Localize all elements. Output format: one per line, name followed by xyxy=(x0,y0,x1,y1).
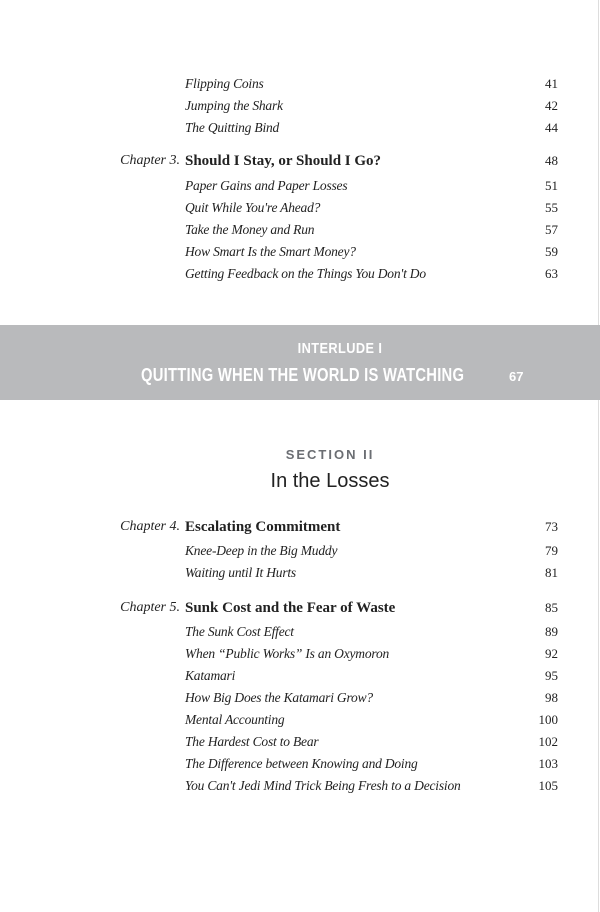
section-label: SECTION II xyxy=(285,447,375,462)
toc-entry[interactable] xyxy=(0,753,600,775)
toc-entry[interactable] xyxy=(0,709,600,731)
entry-title: The Sunk Cost Effect xyxy=(185,624,294,639)
entry-page: 57 xyxy=(545,222,558,237)
toc-entry[interactable] xyxy=(0,562,600,584)
entry-title: Take the Money and Run xyxy=(185,222,315,237)
entry-title: The Quitting Bind xyxy=(185,120,280,135)
entry-title: The Hardest Cost to Bear xyxy=(185,734,319,749)
entry-page: 89 xyxy=(545,624,558,639)
toc-entry[interactable] xyxy=(0,73,600,95)
entry-title: When “Public Works” Is an Oxymoron xyxy=(185,646,390,661)
chapter-title: Escalating Commitment xyxy=(185,519,341,535)
entry-page: 44 xyxy=(545,120,558,135)
chapter-title: Should I Stay, or Should I Go? xyxy=(185,153,382,169)
entry-page: 59 xyxy=(545,244,558,259)
entry-page: 79 xyxy=(545,543,558,558)
chapter-label: Chapter 5. xyxy=(120,600,180,615)
toc-entry[interactable] xyxy=(0,219,600,241)
entry-title: Katamari xyxy=(185,668,236,683)
entry-page: 81 xyxy=(545,565,558,580)
entry-page: 63 xyxy=(545,266,558,281)
entry-page: 42 xyxy=(545,98,558,113)
entry-page: 92 xyxy=(545,646,558,661)
entry-title: Paper Gains and Paper Losses xyxy=(185,178,348,193)
entry-title: The Difference between Knowing and Doing xyxy=(185,756,418,771)
entry-page: 41 xyxy=(545,76,558,91)
chapter-title: Sunk Cost and the Fear of Waste xyxy=(185,600,396,616)
entry-title: Waiting until It Hurts xyxy=(185,565,296,580)
section-title: In the Losses xyxy=(270,470,390,492)
interlude-label: INTERLUDE I xyxy=(297,340,383,357)
toc-entry[interactable] xyxy=(0,540,600,562)
chapter-label: Chapter 3. xyxy=(120,153,180,168)
toc-entry[interactable] xyxy=(0,665,600,687)
toc-entry[interactable] xyxy=(0,775,600,797)
toc-entry[interactable] xyxy=(0,687,600,709)
interlude-page: 67 xyxy=(509,369,524,384)
chapter-entry[interactable] xyxy=(0,597,600,619)
entry-title: Getting Feedback on the Things You Don't Do xyxy=(185,266,426,281)
toc-entry[interactable] xyxy=(0,197,600,219)
toc-entry[interactable] xyxy=(0,263,600,285)
entry-title: Quit While You're Ahead? xyxy=(185,200,321,215)
entry-title: Flipping Coins xyxy=(185,76,264,91)
toc-entry[interactable] xyxy=(0,117,600,139)
toc-entry[interactable] xyxy=(0,241,600,263)
entry-title: You Can't Jedi Mind Trick Being Fresh to a Decision xyxy=(185,778,461,793)
chapter-page: 48 xyxy=(545,153,558,168)
toc-entry[interactable] xyxy=(0,731,600,753)
entry-page: 95 xyxy=(545,668,558,683)
entry-page: 102 xyxy=(538,734,558,749)
toc-entry[interactable] xyxy=(0,175,600,197)
chapter-page: 85 xyxy=(545,600,558,615)
entry-title: Mental Accounting xyxy=(185,712,285,727)
chapter-entry[interactable] xyxy=(0,516,600,538)
entry-page: 105 xyxy=(538,778,558,793)
chapter-entry[interactable] xyxy=(0,150,600,172)
entry-title: Jumping the Shark xyxy=(185,98,283,113)
entry-page: 98 xyxy=(545,690,558,705)
toc-entry[interactable] xyxy=(0,643,600,665)
entry-page: 55 xyxy=(545,200,558,215)
chapter-page: 73 xyxy=(545,519,558,534)
toc-entry[interactable] xyxy=(0,621,600,643)
entry-title: How Smart Is the Smart Money? xyxy=(185,244,356,259)
entry-page: 100 xyxy=(538,712,558,727)
entry-title: Knee-Deep in the Big Muddy xyxy=(185,543,338,558)
entry-page: 103 xyxy=(538,756,558,771)
entry-page: 51 xyxy=(545,178,558,193)
toc-entry[interactable] xyxy=(0,95,600,117)
interlude-title: QUITTING WHEN THE WORLD IS WATCHING xyxy=(141,365,465,385)
chapter-label: Chapter 4. xyxy=(120,519,180,534)
interlude-banner[interactable] xyxy=(0,325,600,400)
entry-title: How Big Does the Katamari Grow? xyxy=(185,690,373,705)
